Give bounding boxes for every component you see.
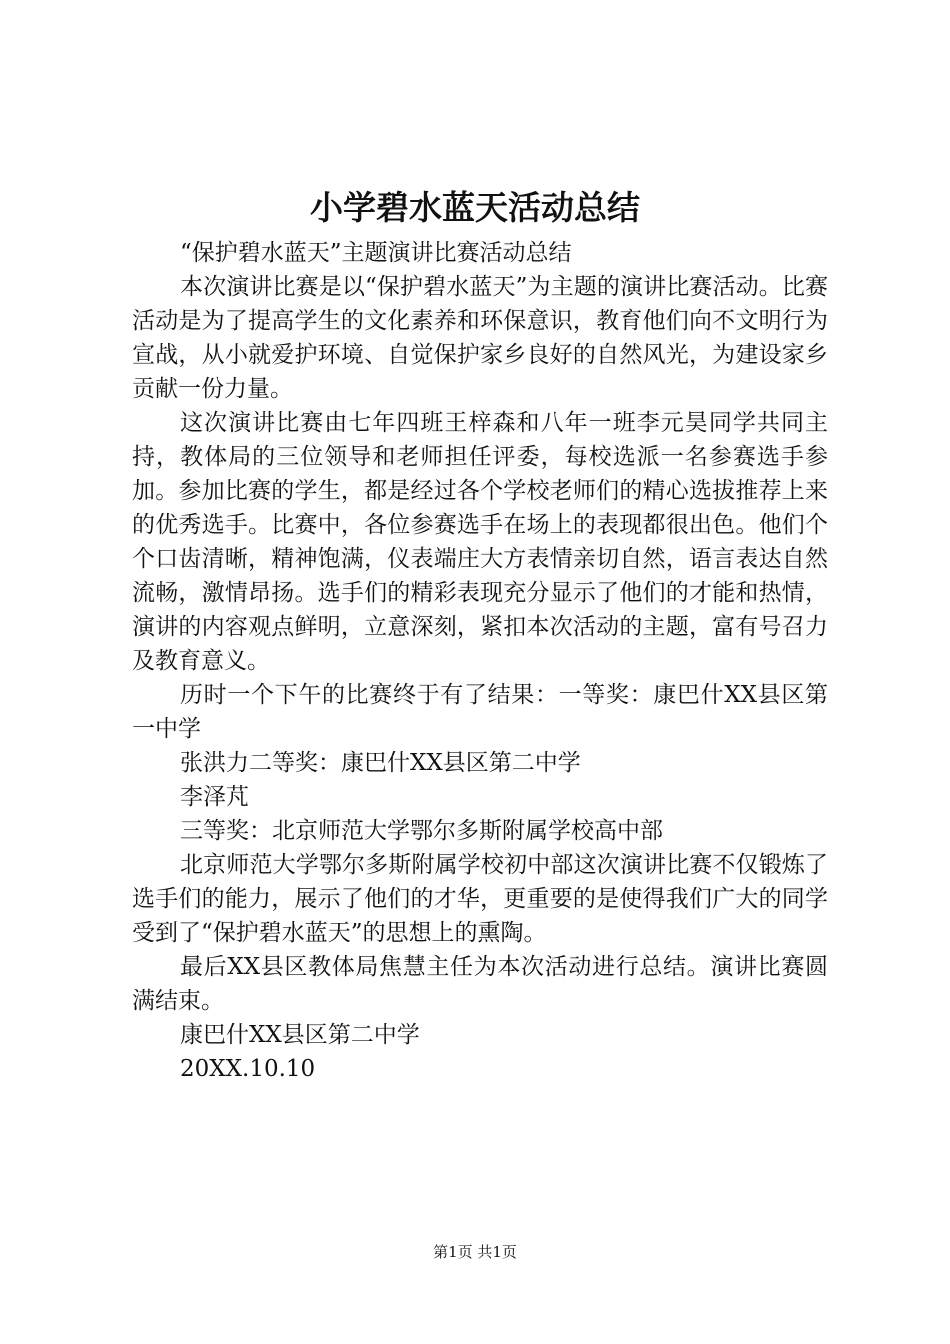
body-paragraph: 北京师范大学鄂尔多斯附属学校初中部这次演讲比赛不仅锻炼了选手们的能力，展示了他们的才华，更重要的是使得我们广大的同学受到了“保护碧水蓝天”的思想上的熏陶。 — [132, 852, 828, 946]
signature-date: 20XX.10.10 — [180, 1056, 316, 1082]
document-title: 小学碧水蓝天活动总结 — [310, 188, 640, 227]
subtitle-paragraph: “保护碧水蓝天”主题演讲比赛活动总结 — [180, 240, 572, 266]
signature-organization: 康巴什XX县区第二中学 — [180, 1022, 420, 1048]
body-paragraph: 三等奖：北京师范大学鄂尔多斯附属学校高中部 — [180, 818, 663, 844]
body-paragraph: 最后XX县区教体局焦慧主任为本次活动进行总结。演讲比赛圆满结束。 — [132, 954, 828, 1014]
body-paragraph: 本次演讲比赛是以“保护碧水蓝天”为主题的演讲比赛活动。比赛活动是为了提高学生的文化素养和环保意识，教育他们向不文明行为宣战，从小就爱护环境、自觉保护家乡良好的自然风光，为建设家乡贡献一份力量。 — [132, 274, 828, 402]
body-paragraph: 这次演讲比赛由七年四班王梓森和八年一班李元昊同学共同主持，教体局的三位领导和老师担任评委，每校选派一名参赛选手参加。参加比赛的学生，都是经过各个学校老师们的精心选拔推荐上来的优秀选手。比赛中，各位参赛选手在场上的表现都很出色。他们个个口齿清晰，精神饱满，仪表端庄大方表情亲切自然，语言表达自然流畅，激情昂扬。选手们的精彩表现充分显示了他们的才能和热情，演讲的内容观点鲜明，立意深刻，紧扣本次活动的主题，富有号召力及教育意义。 — [132, 410, 828, 674]
page-footer: 第1页 共1页 — [433, 1243, 517, 1261]
body-paragraph: 李泽芃 — [180, 784, 249, 810]
body-paragraph: 张洪力二等奖：康巴什XX县区第二中学 — [180, 750, 581, 776]
body-paragraph: 历时一个下午的比赛终于有了结果：一等奖：康巴什XX县区第一中学 — [132, 682, 828, 742]
document-body — [132, 236, 828, 1086]
